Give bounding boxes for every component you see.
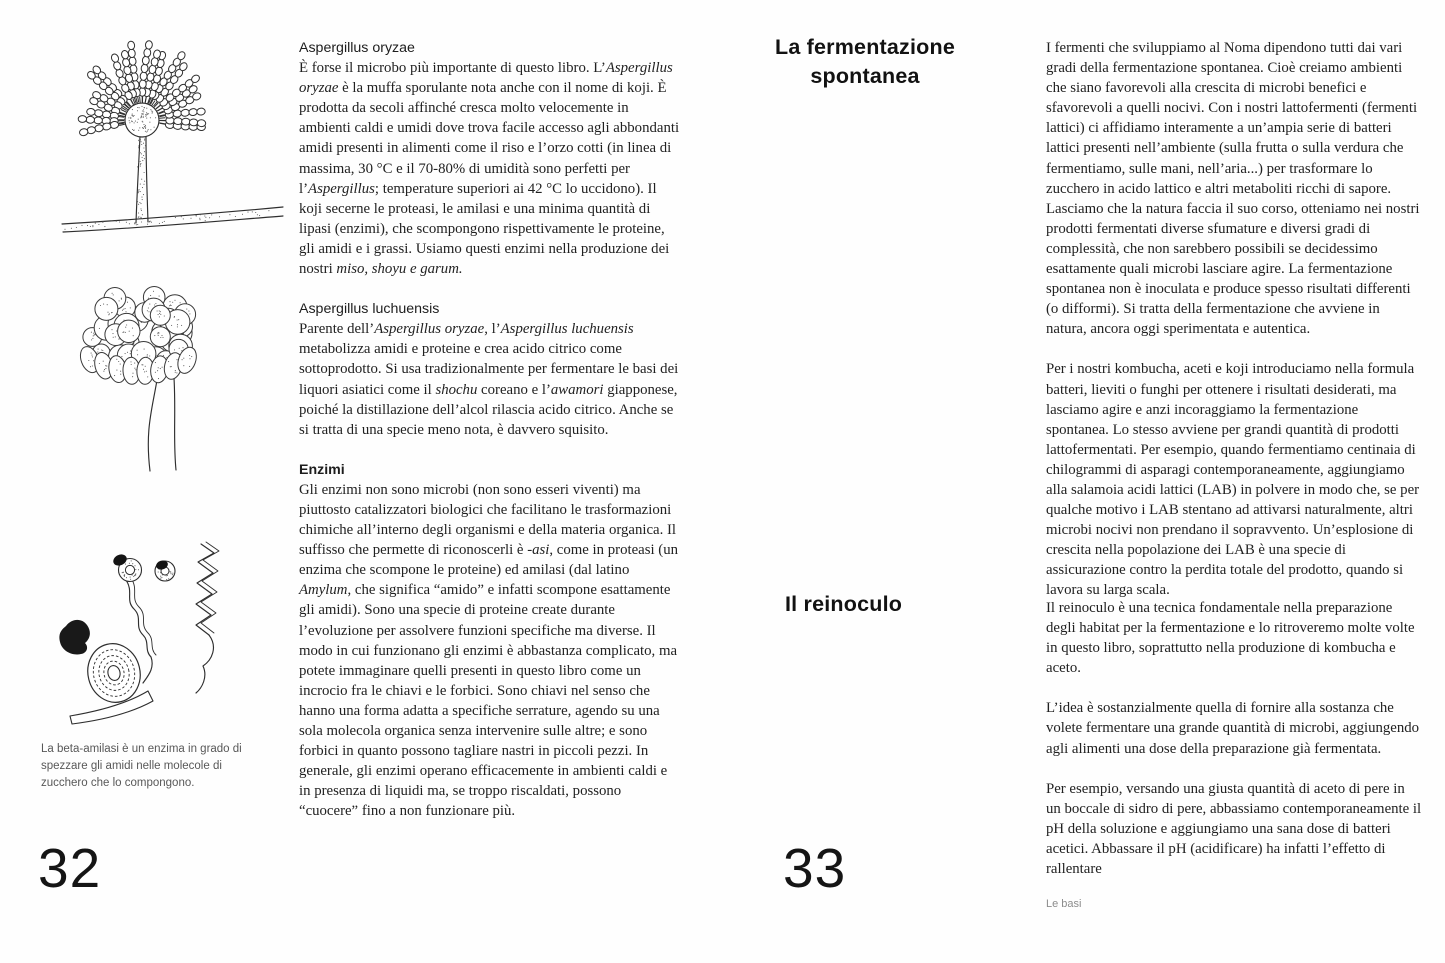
paragraph-spontanea-1: I fermenti che sviluppiamo al Noma dipendono tutti dai vari gradi della fermentazione spontanea. Cioè creiamo ambienti che siano favorevoli alla crescita di microbi benefici e sfavorevoli a quelli nocivi. Con i nostri lattofermenti (fermenti lattici) ci affidiamo interamente a un’ampia serie di batteri lattici presenti nell’ambiente (sulla frutta o sulla verdura che fermentiamo, sulle mani, nell’aria...) per trasformare lo zucchero in acido lattico e altri metaboliti ricchi di sapore. Lasciamo che la natura faccia il suo corso, otteniamo nei nostri prodotti fermentati diverse sfumature e diversi gradi di complessità, che non sarebbero possibili se decidessimo esattamente quali microbi lasciare agire. La fermentazione spontanea non è inoculata e produce spesso risultati differenti (o difformi). Si tratta della fermentazione che avviene in natura, ancora oggi sperimentata e autentica.	[1046, 40, 1420, 338]
paragraph-reinoculo-1: Il reinoculo è una tecnica fondamentale nella preparazione degli habitat per la fermentazione e lo ritroveremo molte volte in questo libro, soprattutto nella produzione di kombucha e aceto.	[1046, 600, 1415, 677]
section-aspergillus-oryzae	[299, 38, 682, 279]
section-heading-aspergillus-luchuensis: Aspergillus luchuensis	[299, 301, 440, 318]
heading-fermentazione-spontanea: La fermentazione spontanea	[774, 35, 956, 88]
paragraph-aspergillus-luchuensis: Parente dell’Aspergillus oryzae, l’Aspergillus luchuensis metabolizza amidi e proteine e crea acido citrico come sottoprodotto. Si usa tradizionalmente per fermentare le basi dei liquori asiatici come il shochu coreano e l’awamori giapponese, poiché la distillazione dell’alcol rilascia acido citrico. Anche se si tratta di una specie meno nota, è davvero squisito.	[299, 321, 679, 438]
footer-section-label: Le basi	[1046, 898, 1082, 910]
section-heading-aspergillus-oryzae: Aspergillus oryzae	[299, 40, 415, 56]
section-heading-enzimi: Enzimi	[299, 461, 345, 478]
aspergillus-luchuensis-illustration	[62, 278, 262, 475]
paragraph-aspergillus-oryzae: È forse il microbo più importante di questo libro. L’Aspergillus oryzae è la muffa sporulante nota anche con il nome di koji. È prodotta da secoli affinché cresca molto velocemente in ambienti caldi e umidi dove trova facile accesso agli abbondanti amidi presenti in alimenti come il riso e l’orzo cotti (in linea di massima, 30 °C e il 70-80% di umidità sono perfetti per l’Aspergillus; temperature superiori ai 42 °C lo uccidono). Il koji secerne le proteasi, le amilasi e una minima quantità di lipasi (enzimi), che scompongono rispettivamente le proteine, gli amidi e i grassi. Usiamo questi enzimi nella produzione dei nostri miso, shoyu e garum.	[299, 60, 680, 278]
paragraph-reinoculo-2: L’idea è sostanzialmente quella di fornire alla sostanza che volete fermentare una grande quantità di microbi, aggiungendo agli alimenti una dose della preparazione già fermentata.	[1046, 700, 1420, 757]
paragraph-spontanea-2: Per i nostri kombucha, aceti e koji introduciamo nella formula batteri, lieviti o funghi per ottenere i risultati desiderati, ma lasciamo agire e anzi incoraggiamo la fermentazione spontanea. Lo stesso avviene per grandi quantità di prodotti lattofermentati. Per esempio, quando fermentiamo centinaia di chilogrammi di asparagi contemporaneamente, aggiungiamo alla salamoia acidi lattici (LAB) in polvere in modo che, se per qualche motivo i LAB stentano ad attivarsi naturalmente, altri microbi nocivi non prendano il sopravvento. Un’esplosione di crescita nella popolazione dei LAB è una specie di assicurazione contro la perdita totale del prodotto, quando si lavora su larga scala.	[1046, 361, 1420, 599]
aspergillus-oryzae-illustration	[60, 32, 285, 237]
beta-amylase-illustration	[30, 540, 255, 745]
page-number-right: 33	[783, 837, 847, 899]
left-text-column	[299, 38, 682, 821]
paragraph-enzimi: Gli enzimi non sono microbi (non sono esseri viventi) ma piuttosto catalizzatori biologici che facilitano le trasformazioni chimiche all’interno degli organismi e della materia organica. Il suffisso che permette di riconoscerli è -asi, come in proteasi (un enzima che scompone le proteine) ed amilasi (dal latino Amylum, che significa “amido” e infatti scompone esattamente gli amidi). Sono una specie di proteine create durante l’evoluzione per assolvere funzioni specifiche ma diverse. Il modo in cui funzionano gli enzimi è abbastanza complicato, ma potete immaginare quelli presenti in questo libro come un incrocio fra le chiavi e le forbici. Sono chiavi nel senso che hanno una forma adatta a specifiche serrature, agendo su una sola molecola organica senza intervenire sulle altre; e sono forbici in quanto possono tagliare nastri in piccoli pezzi. In generale, gli enzimi operano efficacemente in ambienti caldi e in presenza di liquidi ma, se troppo riscaldati, possono “cuocere” fino a non funzionare più.	[299, 481, 679, 820]
section-enzimi	[299, 460, 682, 822]
right-text-column-bottom	[1046, 598, 1423, 879]
heading-il-reinoculo: Il reinoculo	[785, 592, 903, 616]
page-number-left: 32	[38, 837, 102, 899]
paragraph-reinoculo-3: Per esempio, versando una giusta quantità di aceto di pere in un boccale di sidro di pere, abbassiamo contemporaneamente il pH della soluzione e aggiungiamo una sana dose di batteri acetici. Abbassare il pH (acidificare) ha infatti l’effetto di rallentare	[1046, 780, 1422, 878]
illustration-caption: La beta-amilasi è un enzima in grado di spezzare gli amidi nelle molecole di zucchero che lo compongono.	[41, 743, 242, 789]
right-text-column-top	[1046, 38, 1423, 601]
section-aspergillus-luchuensis	[299, 299, 682, 440]
